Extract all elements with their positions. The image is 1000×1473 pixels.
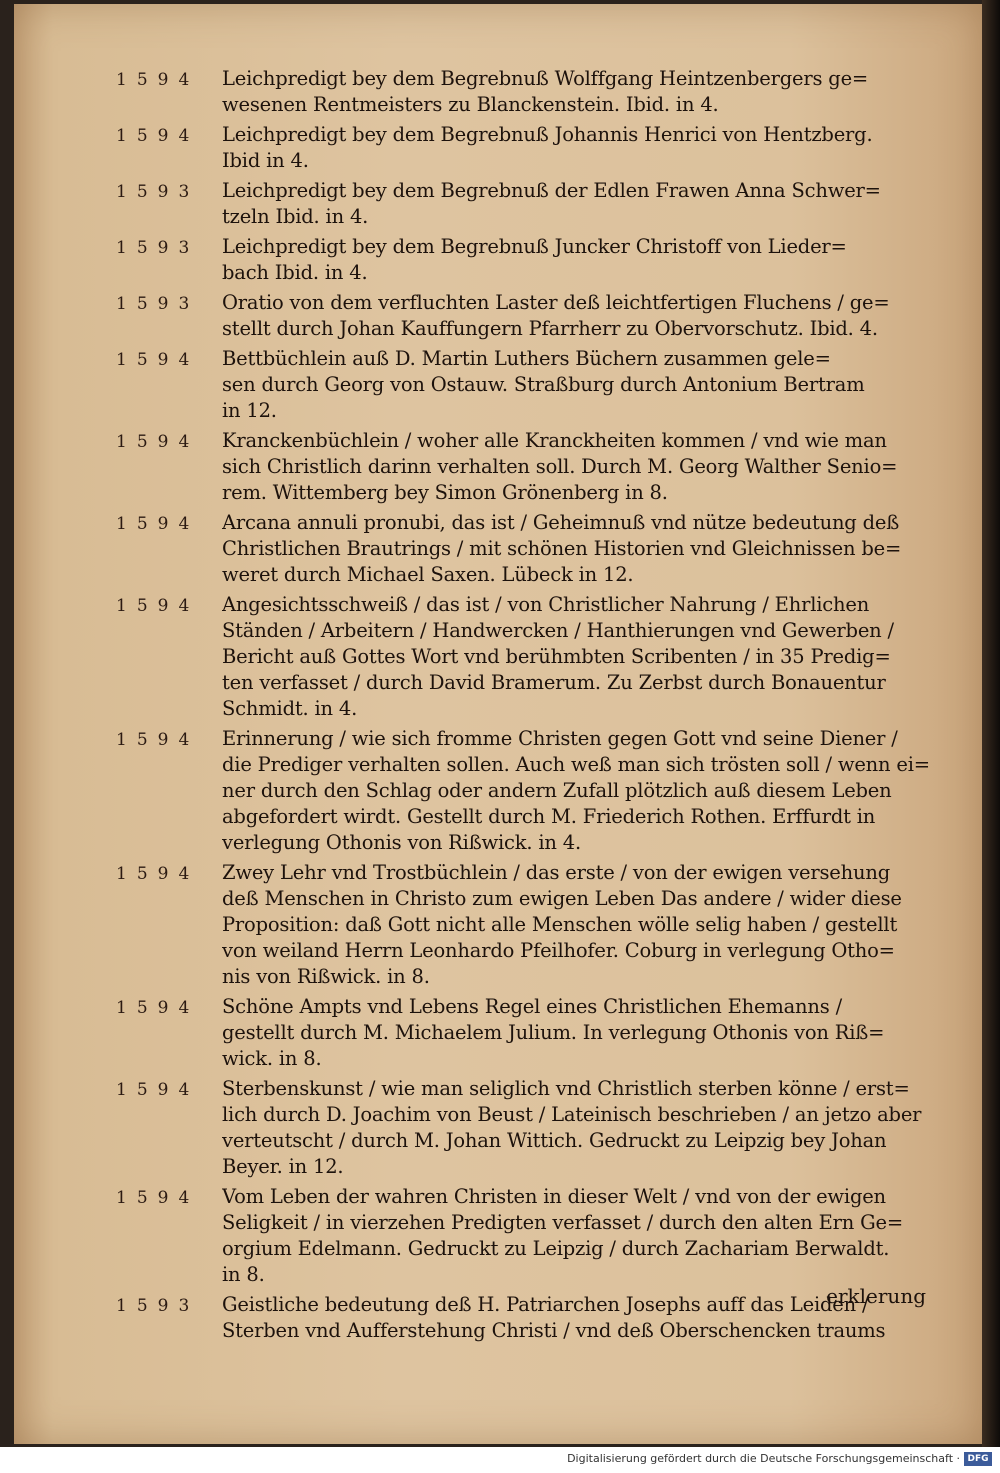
entry-line: Oratio von dem verfluchten Laster deß leichtfertigen Fluchens / ge=	[222, 291, 890, 314]
entry-year: 1593	[116, 294, 200, 314]
entry-line: ten verfasset / durch David Bramerum. Zu Zerbst durch Bonauentur	[222, 671, 886, 694]
entry-line: in 8.	[222, 1263, 265, 1286]
entry-text	[222, 1184, 948, 1288]
entry-line: tzeln Ibid. in 4.	[222, 205, 369, 228]
entry-line: weret durch Michael Saxen. Lübeck in 12.	[222, 563, 634, 586]
entry-line: sen durch Georg von Ostauw. Straßburg durch Antonium Bertram	[222, 373, 865, 396]
catchword: erklerung	[826, 1284, 926, 1308]
entry-text	[222, 510, 948, 588]
entry-line: deß Menschen in Christo zum ewigen Leben Das andere / wider diese	[222, 887, 902, 910]
entry-year: 1594	[116, 126, 200, 146]
entry-line: abgefordert wirdt. Gestellt durch M. Friederich Rothen. Erffurdt in	[222, 805, 876, 828]
entry-line: Seligkeit / in vierzehen Predigten verfasset / durch den alten Ern Ge=	[222, 1211, 904, 1234]
entry-text	[222, 66, 948, 118]
entry-line: Erinnerung / wie sich fromme Christen gegen Gott vnd seine Diener /	[222, 727, 898, 750]
entry-line: Beyer. in 12.	[222, 1155, 344, 1178]
entry-line: Bericht auß Gottes Wort vnd berühmbten Scribenten / in 35 Predig=	[222, 645, 891, 668]
entry-line: nis von Rißwick. in 8.	[222, 965, 430, 988]
bibliography-entry	[14, 428, 982, 506]
entry-line: verteutscht / durch M. Johan Wittich. Gedruckt zu Leipzig bey Johan	[222, 1129, 887, 1152]
bibliography-entry	[14, 1076, 982, 1180]
entry-line: sich Christlich darinn verhalten soll. Durch M. Georg Walther Senio=	[222, 455, 898, 478]
entry-year: 1594	[116, 70, 200, 90]
entry-text	[222, 290, 948, 342]
entry-year: 1593	[116, 1296, 200, 1316]
entry-text	[222, 1076, 948, 1180]
bibliography-entry	[14, 346, 982, 424]
entry-line: Leichpredigt bey dem Begrebnuß Wolffgang Heintzenbergers ge=	[222, 67, 869, 90]
entry-year: 1594	[116, 350, 200, 370]
bibliography-entry	[14, 66, 982, 118]
entry-line: Leichpredigt bey dem Begrebnuß Juncker Christoff von Lieder=	[222, 235, 847, 258]
entry-text	[222, 994, 948, 1072]
bibliography-entries	[14, 66, 982, 1348]
digitization-footer	[0, 1447, 1000, 1473]
entry-text	[222, 726, 948, 856]
entry-line: Kranckenbüchlein / woher alle Kranckheiten kommen / vnd wie man	[222, 429, 887, 452]
entry-line: Leichpredigt bey dem Begrebnuß Johannis Henrici von Hentzberg.	[222, 123, 873, 146]
entry-line: bach Ibid. in 4.	[222, 261, 368, 284]
entry-year: 1594	[116, 1080, 200, 1100]
entry-line: Bettbüchlein auß D. Martin Luthers Büchern zusammen gele=	[222, 347, 831, 370]
entry-text	[222, 428, 948, 506]
entry-year: 1594	[116, 864, 200, 884]
entry-line: wick. in 8.	[222, 1047, 322, 1070]
entry-text	[222, 178, 948, 230]
entry-line: stellt durch Johan Kauffungern Pfarrherr zu Obervorschutz. Ibid. 4.	[222, 317, 878, 340]
entry-text	[222, 122, 948, 174]
entry-line: Angesichtsschweiß / das ist / von Christlicher Nahrung / Ehrlichen	[222, 593, 870, 616]
entry-line: Schöne Ampts vnd Lebens Regel eines Christlichen Ehemanns /	[222, 995, 842, 1018]
entry-line: Leichpredigt bey dem Begrebnuß der Edlen Frawen Anna Schwer=	[222, 179, 881, 202]
entry-year: 1594	[116, 1188, 200, 1208]
entry-line: von weiland Herrn Leonhardo Pfeilhofer. Coburg in verlegung Otho=	[222, 939, 895, 962]
entry-year: 1594	[116, 514, 200, 534]
entry-line: die Prediger verhalten sollen. Auch weß man sich trösten soll / wenn ei=	[222, 753, 930, 776]
dfg-logo-icon: DFG	[964, 1452, 992, 1466]
entry-line: Sterben vnd Aufferstehung Christi / vnd deß Oberschencken traums	[222, 1319, 886, 1342]
bibliography-entry	[14, 122, 982, 174]
bibliography-entry	[14, 178, 982, 230]
entry-line: Schmidt. in 4.	[222, 697, 358, 720]
entry-year: 1594	[116, 596, 200, 616]
entry-line: in 12.	[222, 399, 277, 422]
bibliography-entry	[14, 234, 982, 286]
entry-line: Arcana annuli pronubi, das ist / Geheimnuß vnd nütze bedeutung deß	[222, 511, 900, 534]
entry-text	[222, 592, 948, 722]
bibliography-entry	[14, 726, 982, 856]
entry-line: verlegung Othonis von Rißwick. in 4.	[222, 831, 581, 854]
entry-line: Geistliche bedeutung deß H. Patriarchen Josephs auff das Leiden /	[222, 1293, 869, 1316]
entry-line: ner durch den Schlag oder andern Zufall plötzlich auß diesem Leben	[222, 779, 892, 802]
entry-text	[222, 234, 948, 286]
entry-year: 1594	[116, 730, 200, 750]
bibliography-entry	[14, 510, 982, 588]
entry-line: gestellt durch M. Michaelem Julium. In verlegung Othonis von Riß=	[222, 1021, 885, 1044]
entry-line: rem. Wittemberg bey Simon Grönenberg in 8.	[222, 481, 668, 504]
bibliography-entry	[14, 290, 982, 342]
bibliography-entry	[14, 994, 982, 1072]
entry-line: Ibid in 4.	[222, 149, 309, 172]
entry-year: 1594	[116, 432, 200, 452]
entry-year: 1594	[116, 998, 200, 1018]
entry-line: Zwey Lehr vnd Trostbüchlein / das erste / von der ewigen versehung	[222, 861, 891, 884]
entry-line: Vom Leben der wahren Christen in dieser Welt / vnd von der ewigen	[222, 1185, 886, 1208]
book-spine-edge	[982, 0, 1000, 1473]
entry-year: 1593	[116, 182, 200, 202]
entry-year: 1593	[116, 238, 200, 258]
entry-line: Sterbenskunst / wie man seliglich vnd Christlich sterben könne / erst=	[222, 1077, 910, 1100]
bibliography-entry	[14, 1184, 982, 1288]
bibliography-entry	[14, 860, 982, 990]
entry-text	[222, 346, 948, 424]
entry-line: Christlichen Brautrings / mit schönen Historien vnd Gleichnissen be=	[222, 537, 902, 560]
entry-line: lich durch D. Joachim von Beust / Lateinisch beschrieben / an jetzo aber	[222, 1103, 922, 1126]
book-page	[14, 4, 982, 1444]
entry-text	[222, 860, 948, 990]
footer-credit-text: Digitalisierung gefördert durch die Deutsche Forschungsgemeinschaft ·	[567, 1452, 960, 1465]
entry-line: Proposition: daß Gott nicht alle Menschen wölle selig haben / gestellt	[222, 913, 898, 936]
bibliography-entry	[14, 592, 982, 722]
entry-line: orgium Edelmann. Gedruckt zu Leipzig / durch Zachariam Berwaldt.	[222, 1237, 890, 1260]
entry-line: Ständen / Arbeitern / Handwercken / Hanthierungen vnd Gewerben /	[222, 619, 894, 642]
entry-line: wesenen Rentmeisters zu Blanckenstein. Ibid. in 4.	[222, 93, 719, 116]
